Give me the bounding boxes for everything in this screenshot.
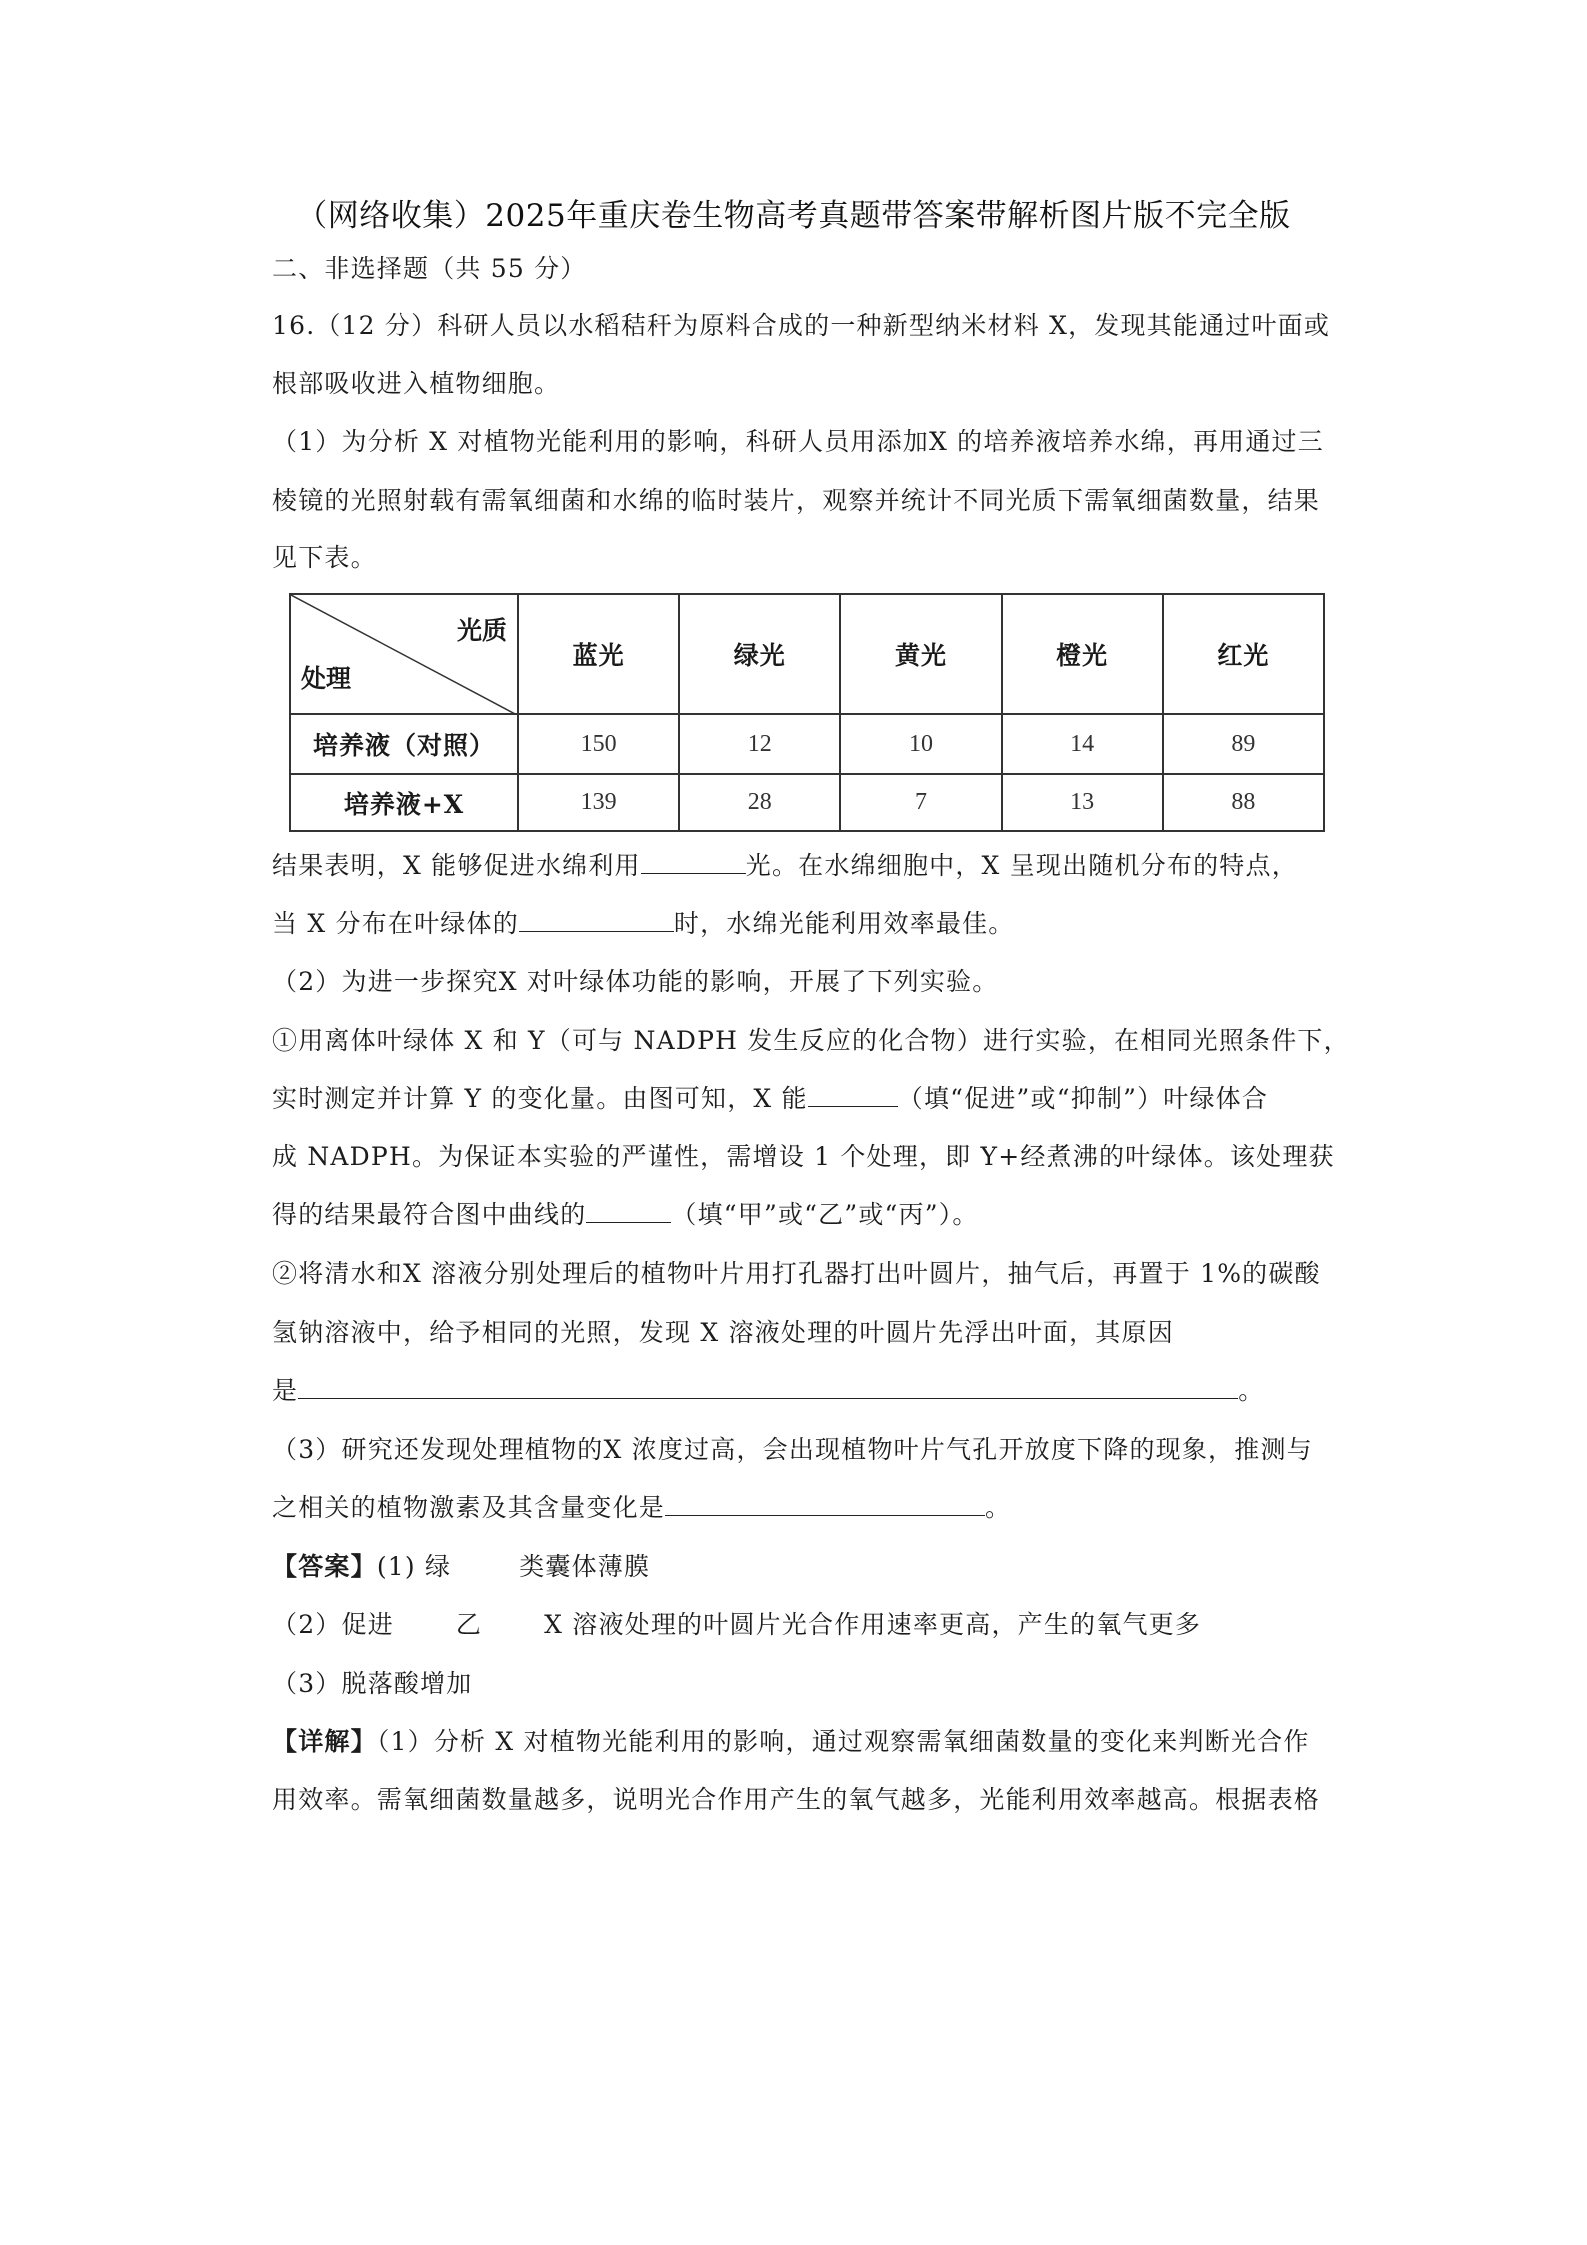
- answer-blank[interactable]: [586, 1200, 671, 1223]
- corner-label-light: 光质: [456, 616, 507, 645]
- column-header: 橙光: [1002, 594, 1163, 714]
- step1-text-a: 实时测定并计算 Y 的变化量。由图可知，X 能: [272, 1084, 808, 1113]
- table-cell: 28: [679, 774, 840, 831]
- part3-line-1: （3）研究还发现处理植物的X 浓度过高，会出现植物叶片气孔开放度下降的现象，推测与: [272, 1435, 1313, 1464]
- part1-line-2: 棱镜的光照射载有需氧细菌和水绵的临时装片，观察并统计不同光质下需氧细菌数量，结果: [272, 486, 1321, 515]
- step1-text-b: （填“甲”或“乙”或“丙”）。: [671, 1200, 979, 1229]
- light-quality-table: [289, 593, 1325, 832]
- table-cell: 13: [1002, 774, 1163, 831]
- column-header: 黄光: [840, 594, 1001, 714]
- step2-text-b: 。: [1238, 1376, 1265, 1405]
- table-cell: 7: [840, 774, 1001, 831]
- answer-1-b: 类囊体薄膜: [519, 1552, 651, 1581]
- result-text-a: 结果表明，X 能够促进水绵利用: [272, 851, 641, 880]
- explain-text-1: （1）分析 X 对植物光能利用的影响，通过观察需氧细菌数量的变化来判断光合作: [376, 1727, 1310, 1756]
- answer-blank[interactable]: [641, 851, 746, 874]
- answer-1: (1) 绿: [376, 1552, 452, 1581]
- explain-label: 【详解】: [272, 1727, 377, 1756]
- table-cell: 14: [1002, 714, 1163, 774]
- part3-text-a: 之相关的植物激素及其含量变化是: [272, 1493, 666, 1522]
- column-header: 红光: [1163, 594, 1324, 714]
- step1-text-a: 得的结果最符合图中曲线的: [272, 1200, 587, 1229]
- answer-2-c: X 溶液处理的叶圆片光合作用速率更高，产生的氧气更多: [544, 1610, 1202, 1639]
- q16-intro-line-1: 16.（12 分）科研人员以水稻秸秆为原料合成的一种新型纳米材料 X，发现其能通过叶面或: [272, 311, 1331, 340]
- answer-label: 【答案】: [272, 1552, 377, 1581]
- table-cell: 88: [1163, 774, 1324, 831]
- answer-blank[interactable]: [665, 1493, 985, 1516]
- q16-intro-line-2: 根部吸收进入植物细胞。: [272, 369, 561, 398]
- part2-step1-line-1: ①用离体叶绿体 X 和 Y（可与 NADPH 发生反应的化合物）进行实验，在相同光照条件下，: [272, 1026, 1350, 1055]
- result-line-2: [272, 904, 1015, 940]
- table-cell: 150: [518, 714, 679, 774]
- part3-text-b: 。: [985, 1493, 1012, 1522]
- document-title: （网络收集）2025年重庆卷生物高考真题带答案带解析图片版不完全版: [296, 198, 1291, 234]
- step1-text-b: （填“促进”或“抑制”）叶绿体合: [897, 1084, 1269, 1113]
- part1-line-3: 见下表。: [272, 543, 377, 572]
- corner-label-treatment: 处理: [301, 664, 352, 693]
- answer-2: （2）促进: [272, 1610, 394, 1639]
- part2-step2-line-3: [272, 1371, 1264, 1407]
- row-label: 培养液（对照）: [290, 714, 518, 774]
- result-text-a: 当 X 分布在叶绿体的: [272, 909, 519, 938]
- step2-text-a: 是: [272, 1376, 299, 1405]
- answer-line-1: [272, 1547, 650, 1583]
- answer-line-3: （3）脱落酸增加: [272, 1669, 473, 1698]
- result-text-b: 时，水绵光能利用效率最佳。: [673, 909, 1015, 938]
- table-corner-cell: [290, 594, 518, 714]
- table-cell: 10: [840, 714, 1001, 774]
- answer-blank[interactable]: [298, 1376, 1238, 1399]
- part3-line-2: [272, 1488, 1011, 1524]
- table-row: [290, 774, 1324, 831]
- part2-step1-line-4: [272, 1195, 979, 1231]
- answer-blank[interactable]: [808, 1084, 898, 1107]
- table-cell: 89: [1163, 714, 1324, 774]
- column-header: 蓝光: [518, 594, 679, 714]
- table-header-row: [290, 594, 1324, 714]
- result-text-b: 光。在水绵细胞中，X 呈现出随机分布的特点，: [745, 851, 1298, 880]
- part2-step1-line-3: 成 NADPH。为保证本实验的严谨性，需增设 1 个处理，即 Y+经煮沸的叶绿体。该处理获: [272, 1142, 1335, 1171]
- explain-line-2: 用效率。需氧细菌数量越多，说明光合作用产生的氧气越多，光能利用效率越高。根据表格: [272, 1785, 1321, 1814]
- answer-blank[interactable]: [519, 909, 674, 932]
- answer-2-b: 乙: [455, 1610, 483, 1639]
- part2-step1-line-2: [272, 1079, 1268, 1115]
- table-cell: 12: [679, 714, 840, 774]
- result-line-1: [272, 846, 1298, 882]
- column-header: 绿光: [679, 594, 840, 714]
- section-heading: 二、非选择题（共 55 分）: [272, 254, 587, 283]
- table-cell: 139: [518, 774, 679, 831]
- part1-line-1: （1）为分析 X 对植物光能利用的影响，科研人员用添加X 的培养液培养水绵，再用通过三: [272, 427, 1324, 456]
- table-row: [290, 714, 1324, 774]
- row-label: 培养液+X: [290, 774, 518, 831]
- part2-step2-line-1: ②将清水和X 溶液分别处理后的植物叶片用打孔器打出叶圆片，抽气后，再置于 1%的碳酸: [272, 1259, 1321, 1288]
- answer-line-2: [272, 1605, 1201, 1641]
- part2-intro: （2）为进一步探究X 对叶绿体功能的影响，开展了下列实验。: [272, 967, 999, 996]
- part2-step2-line-2: 氢钠溶液中，给予相同的光照，发现 X 溶液处理的叶圆片先浮出叶面，其原因: [272, 1318, 1174, 1347]
- explain-line-1: [272, 1722, 1310, 1758]
